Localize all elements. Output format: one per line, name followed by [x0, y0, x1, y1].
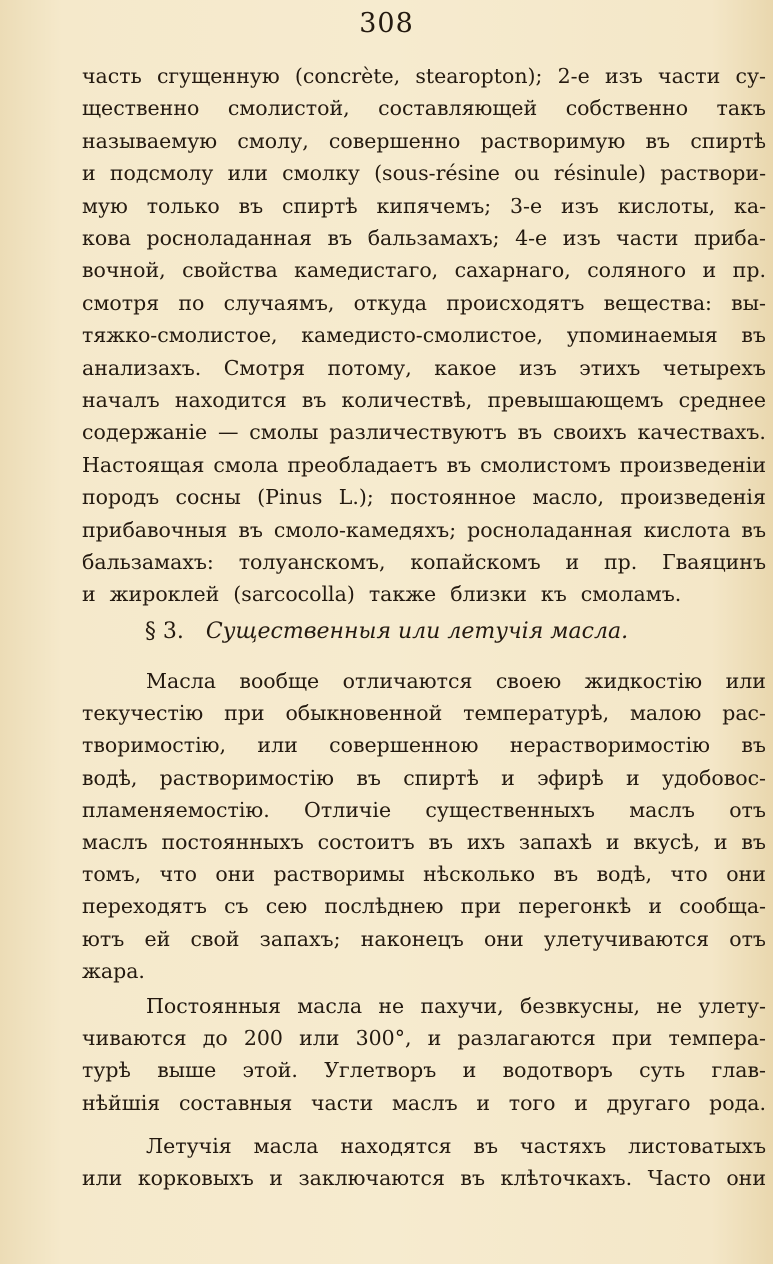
text-line: ютъ ей свой запахъ; наконецъ они улетучиваются отъ	[82, 926, 766, 951]
text-line: щественно смолистой, составляющей собственно такъ	[82, 96, 766, 121]
section-number: § 3.	[144, 619, 184, 644]
text-line: и жироклей (sarcocolla) также близки къ смоламъ.	[82, 582, 682, 607]
text-line: маслъ постоянныхъ состоитъ въ ихъ запахѣ и вкусѣ, и въ	[82, 830, 766, 854]
text-line: вочной, свойства камедистаго, сахарнаго, соляного и пр.	[82, 258, 766, 283]
text-line: турѣ выше этой. Углетворъ и водотворъ суть глав-	[82, 1058, 766, 1083]
text-line: Летучія масла находятся въ частяхъ листоватыхъ	[146, 1134, 766, 1158]
text-line: чиваются до 200 или 300°, и разлагаются при темпера-	[82, 1026, 766, 1051]
text-line: текучестію при обыкновенной температурѣ, малою рас-	[82, 701, 766, 726]
page-number: 308	[359, 8, 414, 39]
section-heading	[0, 612, 773, 652]
text-line: томъ, что они растворимы нѣсколько въ водѣ, что они	[82, 862, 766, 887]
text-line: называемую смолу, совершенно растворимую въ спиртѣ	[82, 128, 766, 153]
text-line: анализахъ. Смотря потому, какое изъ этихъ четырехъ	[82, 355, 766, 380]
text-line: тяжко-смолистое, камедисто-смолистое, упоминаемыя въ	[82, 323, 766, 348]
text-line: началъ находится въ количествѣ, превышающемъ среднее	[82, 388, 766, 412]
text-line: или корковыхъ и заключаются въ клѣточкахъ. Часто они	[82, 1166, 766, 1191]
text-line: содержаніе — смолы различествуютъ въ своихъ качествахъ.	[82, 420, 766, 445]
text-line: кова росноладанная въ бальзамахъ; 4-е изъ части приба-	[82, 226, 766, 250]
text-line: и подсмолу или смолку (sous-résine ou résinule) раствори-	[82, 161, 766, 186]
text-line: смотря по случаямъ, откуда происходятъ вещества: вы-	[82, 290, 766, 315]
section-title: Существенныя или летучія масла.	[205, 619, 629, 644]
text-line: Настоящая смола преобладаетъ въ смолистомъ произведеніи	[82, 452, 766, 477]
text-line: творимостію, или совершенною нерастворимостію въ	[82, 733, 766, 758]
text-line: пламеняемостію. Отличіе существенныхъ маслъ отъ	[82, 797, 766, 822]
text-line: жара.	[82, 958, 145, 983]
text-line: переходятъ съ сею послѣднею при перегонкѣ и сообща-	[82, 894, 766, 919]
text-line: Постоянныя масла не пахучи, безвкусны, не улету-	[146, 994, 766, 1018]
text-line: мую только въ спиртѣ кипячемъ; 3-е изъ кислоты, ка-	[82, 193, 766, 218]
text-line: прибавочныя въ смоло-камедяхъ; росноладанная кислота въ	[82, 517, 766, 542]
text-line: породъ сосны (Pinus L.); постоянное масло, произведенія	[82, 485, 766, 510]
text-line: водѣ, растворимостію въ спиртѣ и эфирѣ и удобовос-	[82, 765, 766, 790]
text-line: бальзамахъ: толуанскомъ, копайскомъ и пр. Гваяцинъ	[82, 550, 766, 574]
text-line: часть сгущенную (concrète, stearopton); 2-е изъ части су-	[82, 64, 766, 88]
text-line: Масла вообще отличаются своею жидкостію или	[146, 669, 766, 693]
text-line: нѣйшія составныя части маслъ и того и другаго рода.	[82, 1090, 766, 1115]
